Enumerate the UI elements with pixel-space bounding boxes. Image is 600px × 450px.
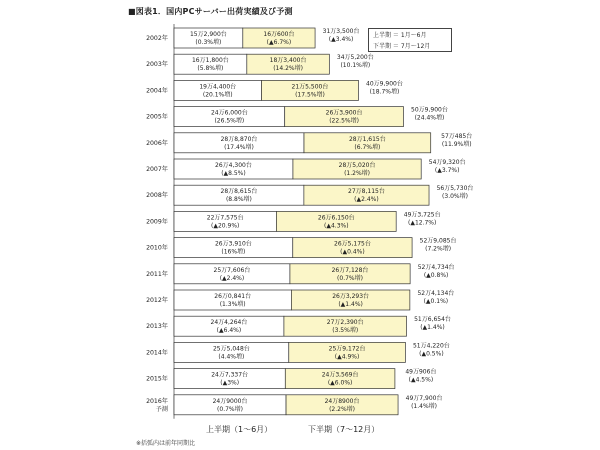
data-label-first-half: 26万4,300台: [215, 162, 252, 169]
change-label-first-half: (▲20.9%): [211, 222, 240, 230]
change-label-second-half: (1.2%増): [344, 170, 371, 177]
total-label: 40万9,900台: [366, 80, 403, 88]
data-label-first-half: 25万5,048台: [212, 345, 250, 353]
change-label-second-half: (22.5%増): [329, 117, 359, 125]
total-change-label: (▲1.4%): [420, 324, 445, 332]
change-label-second-half: (▲1.4%): [338, 301, 363, 308]
change-label-first-half: (20.1%増): [202, 91, 233, 99]
legend-first-half: 上半期 ＝ 1月〜6月: [373, 32, 427, 39]
change-label-first-half: (26.5%増): [214, 117, 245, 125]
total-label: 49万3,725台: [403, 211, 441, 219]
category-label: 2008年: [146, 192, 168, 200]
data-label-first-half: 24万7,337台: [211, 371, 249, 379]
data-label-second-half: 26万3,293台: [332, 293, 370, 300]
total-label: 52万9,085台: [419, 237, 457, 245]
category-label: 2016年: [146, 397, 168, 405]
total-change-label: (10.1%増): [340, 62, 371, 70]
change-label-first-half: (5.8%増): [197, 65, 224, 73]
change-label-second-half: (3.5%増): [332, 327, 359, 335]
total-label: 49万906台: [405, 368, 437, 376]
total-change-label: (▲0.8%): [423, 271, 449, 279]
data-label-first-half: 24万9000台: [212, 397, 248, 405]
change-label-second-half: (▲4.9%): [334, 353, 360, 361]
change-label-first-half: (▲6.4%): [216, 327, 242, 335]
legend-second-half: 下半期 ＝ 7月〜12月: [373, 43, 431, 50]
chart-title: ■図表1．国内PCサーバー出荷実績及び予測: [128, 7, 293, 16]
change-label-first-half: (4.4%増): [218, 353, 245, 361]
data-label-first-half: 24万4,264台: [210, 319, 248, 327]
data-label-second-half: 26万6,150台: [317, 214, 355, 222]
data-label-first-half: 26万0,841台: [214, 293, 252, 300]
total-label: 56万5,730台: [436, 185, 474, 193]
total-label: 54万9,320台: [428, 159, 466, 166]
data-label-second-half: 26万3,900台: [325, 109, 363, 117]
change-label-second-half: (▲0.4%): [340, 248, 365, 256]
category-label: 2004年: [146, 87, 168, 95]
category-label: 2013年: [146, 323, 168, 331]
total-change-label: (▲3.7%): [434, 167, 460, 174]
change-label-first-half: (▲8.5%): [221, 170, 246, 177]
data-label-first-half: 28万8,615台: [220, 188, 258, 196]
total-change-label: (3.0%増): [442, 193, 468, 201]
total-change-label: (▲4.5%): [408, 376, 434, 384]
change-label-first-half: (▲2.4%): [219, 274, 245, 282]
category-label: 2007年: [146, 166, 168, 173]
data-label-first-half: 24万6,000台: [210, 109, 248, 117]
data-label-second-half: 28万5,020台: [338, 162, 376, 169]
change-label-second-half: (▲6.7%): [266, 39, 292, 46]
data-label-first-half: 25万7,606台: [213, 266, 251, 274]
change-label-second-half: (0.7%増): [337, 274, 363, 282]
category-label: 2012年: [146, 297, 168, 304]
total-change-label: (▲0.5%): [419, 350, 444, 358]
total-change-label: (24.4%増): [414, 114, 445, 122]
change-label-second-half: (17.5%増): [295, 91, 325, 99]
change-label-first-half: (8.8%増): [225, 196, 252, 204]
data-label-first-half: 22万7,575台: [206, 214, 244, 222]
total-label: 52万4,734台: [417, 263, 455, 271]
change-label-first-half: (0.7%増): [217, 405, 243, 413]
change-label-first-half: (1.3%増): [219, 301, 246, 308]
change-label-first-half: (0.3%増): [195, 39, 222, 46]
data-label-second-half: 27万2,390台: [326, 319, 364, 327]
total-label: 52万4,134台: [417, 290, 455, 297]
total-change-label: (▲12.7%): [407, 219, 437, 227]
total-change-label: (1.4%増): [411, 402, 438, 410]
data-label-first-half: 28万8,870台: [220, 135, 258, 143]
total-change-label: (▲3.4%): [328, 36, 354, 43]
data-label-second-half: 26万7,128台: [331, 266, 369, 274]
data-label-second-half: 18万3,400台: [269, 57, 307, 65]
data-label-second-half: 24万3,569台: [321, 371, 359, 379]
total-change-label: (▲0.1%): [423, 298, 449, 305]
data-label-second-half: 27万8,115台: [348, 188, 385, 196]
data-label-first-half: 16万1,800台: [191, 57, 229, 65]
category-label: 2005年: [146, 113, 168, 121]
category-label: 予測: [155, 405, 168, 413]
category-label: 2011年: [146, 270, 168, 278]
total-change-label: (7.2%増): [425, 245, 452, 253]
total-label: 31万3,500台: [322, 28, 360, 35]
category-label: 2015年: [146, 375, 168, 383]
data-label-second-half: 25万9,172台: [328, 345, 366, 353]
total-label: 34万5,200台: [336, 54, 374, 62]
total-label: 57万485台: [441, 132, 473, 140]
total-change-label: (18.7%増): [369, 88, 400, 96]
change-label-second-half: (▲2.4%): [354, 196, 379, 204]
change-label-first-half: (17.4%増): [224, 143, 254, 151]
data-label-first-half: 26万3,910台: [214, 240, 252, 248]
footnote: ※括弧内は前年同期比: [136, 440, 196, 447]
change-label-second-half: (▲6.0%): [327, 379, 353, 387]
category-label: 2014年: [146, 349, 168, 357]
category-label: 2006年: [146, 139, 168, 147]
x-label-first-half: 上半期（1〜6月）: [206, 425, 273, 434]
change-label-first-half: (▲3%): [220, 379, 240, 387]
total-label: 51万6,654台: [414, 316, 451, 324]
data-label-first-half: 19万4,400台: [199, 83, 237, 91]
category-label: 2009年: [146, 218, 168, 226]
change-label-second-half: (14.2%増): [273, 65, 303, 73]
total-change-label: (11.9%増): [441, 140, 472, 148]
total-label: 50万9,900台: [411, 106, 448, 114]
change-label-first-half: (16%増): [221, 248, 246, 256]
x-label-second-half: 下半期（7〜12月）: [308, 425, 380, 434]
data-label-first-half: 15万2,900台: [189, 31, 227, 38]
category-label: 2003年: [146, 61, 168, 69]
change-label-second-half: (▲4.3%): [324, 222, 349, 230]
category-label: 2002年: [146, 35, 168, 42]
data-label-second-half: 28万1,615台: [348, 135, 386, 143]
change-label-second-half: (6.7%増): [354, 143, 381, 151]
data-label-second-half: 21万5,500台: [291, 83, 329, 91]
total-label: 49万7,900台: [405, 394, 443, 402]
change-label-second-half: (2.2%増): [329, 405, 356, 413]
data-label-second-half: 16万600台: [263, 31, 295, 38]
data-label-second-half: 24万8900台: [324, 397, 360, 405]
data-label-second-half: 26万5,175台: [334, 240, 371, 248]
category-label: 2010年: [146, 244, 168, 252]
total-label: 51万4,220台: [412, 342, 450, 350]
